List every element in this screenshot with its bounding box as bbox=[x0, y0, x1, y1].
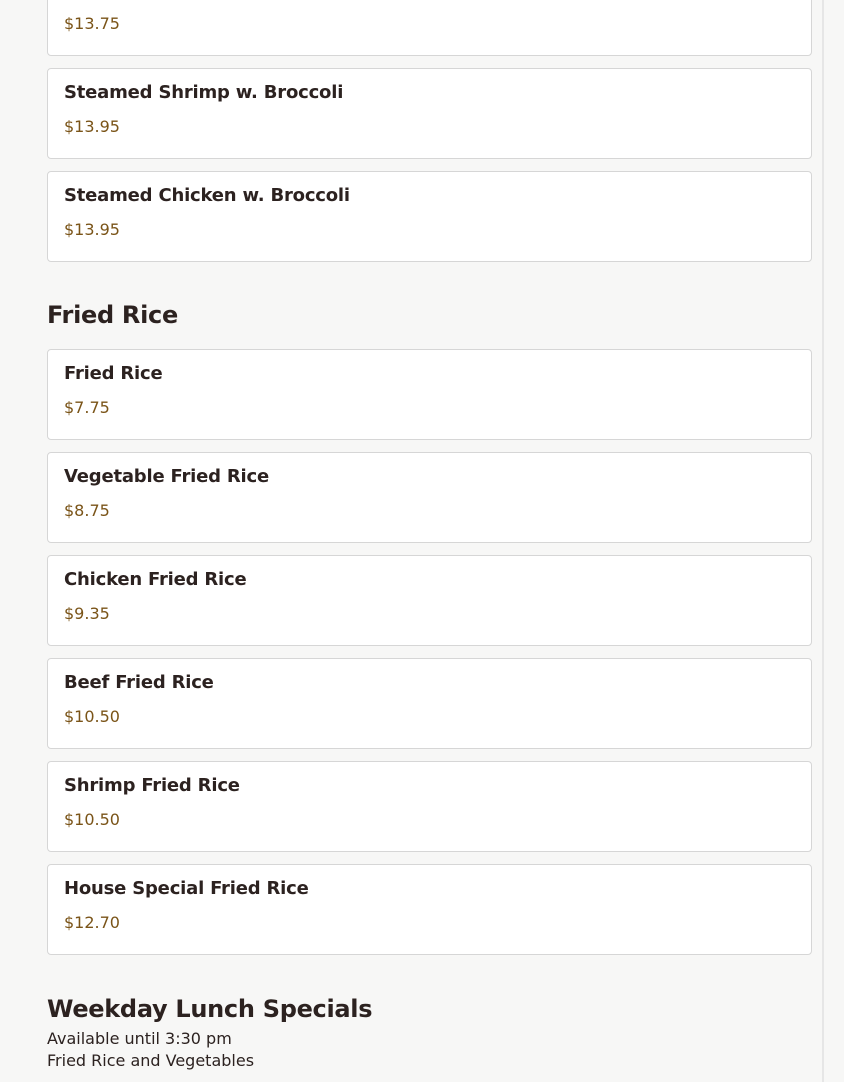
menu-column bbox=[47, 0, 812, 1072]
fried-rice-section bbox=[47, 300, 812, 955]
menu-item-name: House Special Fried Rice bbox=[64, 878, 309, 899]
menu-item-name bbox=[64, 0, 795, 1]
section-title: Fried Rice bbox=[47, 301, 178, 329]
menu-item-price: $10.50 bbox=[64, 707, 120, 726]
menu-item-price: $9.35 bbox=[64, 604, 110, 623]
menu-item-card[interactable] bbox=[47, 452, 812, 543]
menu-item-price: $8.75 bbox=[64, 501, 110, 520]
steamed-section bbox=[47, 0, 812, 262]
menu-item-name: Beef Fried Rice bbox=[64, 672, 214, 693]
menu-item-price: $13.75 bbox=[64, 14, 120, 33]
menu-item-card[interactable] bbox=[47, 349, 812, 440]
section-title: Weekday Lunch Specials bbox=[47, 995, 373, 1023]
availability-text: Available until 3:30 pm bbox=[47, 1029, 232, 1048]
menu-item-price: $13.95 bbox=[64, 117, 120, 136]
menu-item-card[interactable] bbox=[47, 864, 812, 955]
menu-item-name: Shrimp Fried Rice bbox=[64, 775, 240, 796]
menu-item-name: Vegetable Fried Rice bbox=[64, 466, 269, 487]
menu-item-price: $7.75 bbox=[64, 398, 110, 417]
section-description: Fried Rice and Vegetables bbox=[47, 1051, 255, 1070]
menu-item-card[interactable] bbox=[47, 171, 812, 262]
menu-item-name: Steamed Shrimp w. Broccoli bbox=[64, 82, 344, 103]
menu-item-price: $10.50 bbox=[64, 810, 120, 829]
lunch-specials-section bbox=[47, 994, 812, 1072]
menu-item-name: Fried Rice bbox=[64, 363, 163, 384]
menu-item-price: $12.70 bbox=[64, 913, 120, 932]
menu-item-card[interactable] bbox=[47, 761, 812, 852]
menu-item-price: $13.95 bbox=[64, 220, 120, 239]
menu-item-card[interactable] bbox=[47, 68, 812, 159]
menu-item-card[interactable] bbox=[47, 555, 812, 646]
menu-item-name: Steamed Chicken w. Broccoli bbox=[64, 185, 350, 206]
menu-item-card[interactable] bbox=[47, 658, 812, 749]
menu-item-card[interactable] bbox=[47, 0, 812, 56]
menu-item-name: Chicken Fried Rice bbox=[64, 569, 247, 590]
column-divider bbox=[822, 0, 824, 1082]
